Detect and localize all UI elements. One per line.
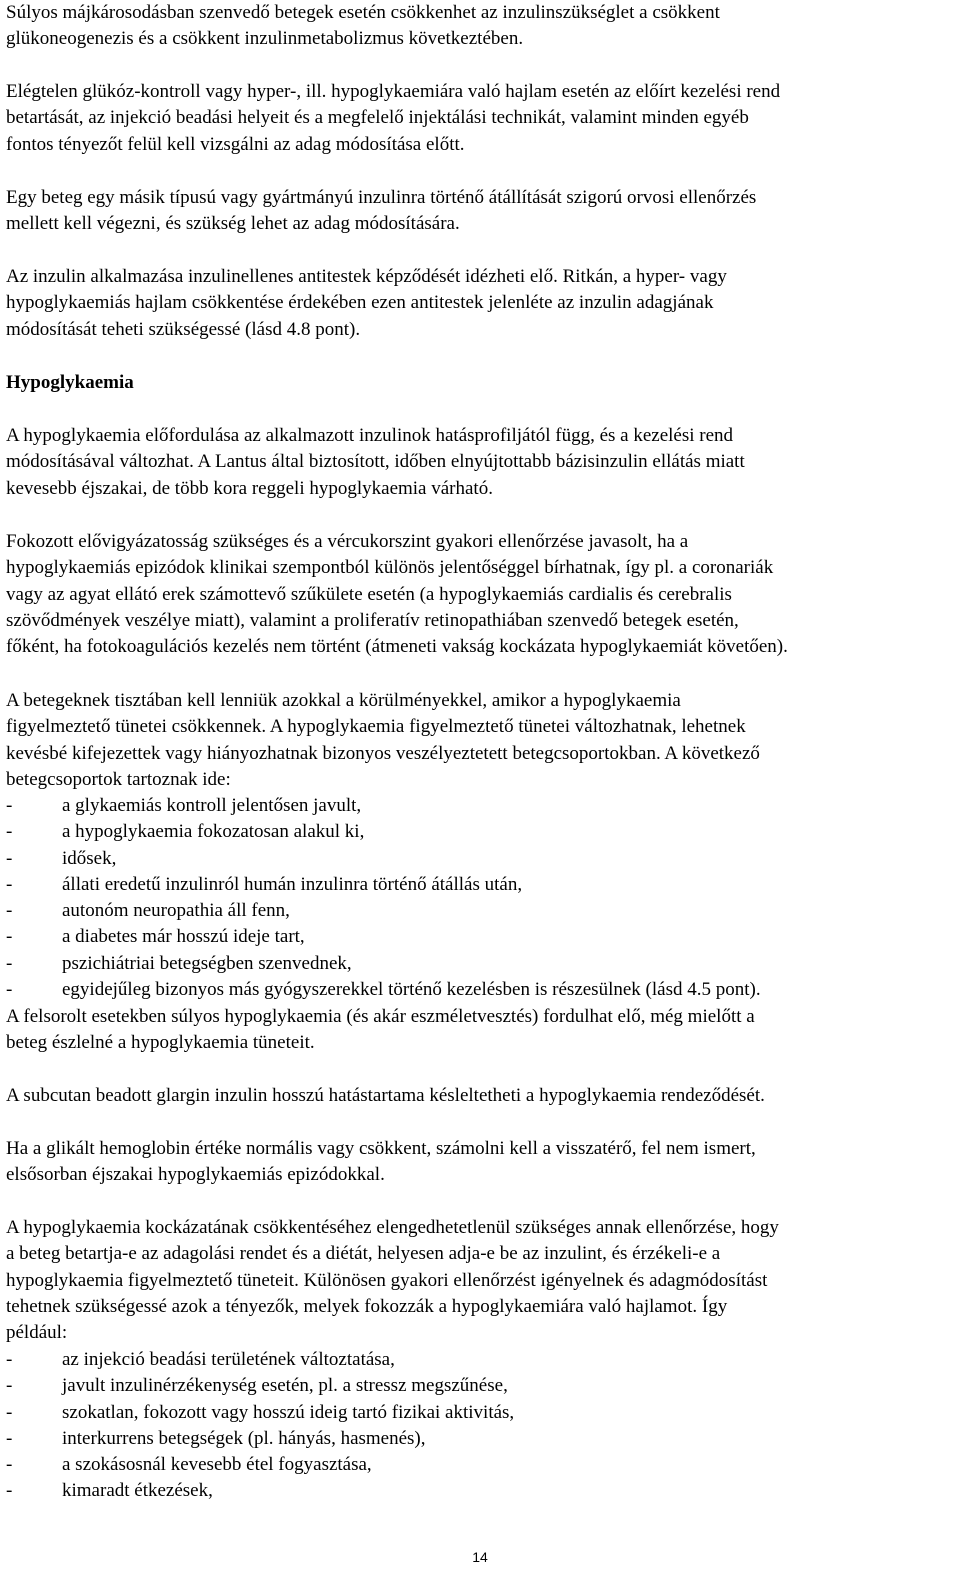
list-item-text: autonóm neuropathia áll fenn,: [62, 900, 290, 922]
paragraph: [6, 688, 760, 793]
text-line: Súlyos májkárosodásban szenvedő betegek esetén csökkenhet az inzulinszükséglet a csökkent: [6, 2, 720, 23]
list-item: [6, 951, 761, 977]
list-marker: -: [6, 847, 13, 869]
list-marker: -: [6, 1427, 13, 1449]
list-item: [6, 1426, 514, 1452]
text-line: Ha a glikált hemoglobin értéke normális vagy csökkent, számolni kell a visszatérő, fel nem ismert,: [6, 1138, 756, 1159]
paragraph: [6, 1004, 755, 1057]
list-item-text: pszichiátriai betegségben szenvednek,: [62, 952, 352, 974]
list-marker: -: [6, 926, 13, 948]
list-marker: -: [6, 821, 13, 843]
text-line: mellett kell végezni, és szükség lehet az adag módosítására.: [6, 213, 460, 235]
list-marker: -: [6, 1401, 13, 1423]
text-line: Fokozott elővigyázatosság szükséges és a vércukorszint gyakori ellenőrzése javasolt, ha a: [6, 531, 689, 552]
list-marker: -: [6, 979, 13, 1001]
page-number: 14: [472, 1549, 488, 1565]
text-line: glükoneogenezis és a csökkent inzulinmetabolizmus következtében.: [6, 28, 524, 50]
list-item: [6, 846, 761, 872]
text-line: Az inzulin alkalmazása inzulinellenes antitestek képződését idézheti elő. Ritkán, a hyper- vagy: [6, 266, 727, 287]
list-item-text: interkurrens betegségek (pl. hányás, hasmenés),: [62, 1427, 426, 1449]
list-item: [6, 1373, 514, 1399]
text-line: vagy az agyat ellátó erek számottevő szűkülete esetén (a hypoglykaemiás cardialis és cerebralis: [6, 583, 732, 605]
text-line: betartását, az injekció beadási helyeit és a megfelelő injektálási technikát, valamint minden egyéb: [6, 107, 749, 129]
paragraph: [6, 423, 745, 502]
text-line: módosítását teheti szükségessé (lásd 4.8 pont).: [6, 318, 361, 340]
text-line: A subcutan beadott glargin inzulin hosszú hatástartama késleltetheti a hypoglykaemia rendeződését.: [6, 1085, 765, 1106]
list-marker: -: [6, 1349, 13, 1370]
paragraph: [6, 1136, 756, 1189]
text-line: Egy beteg egy másik típusú vagy gyártmányú inzulinra történő átállítását szigorú orvosi ellenőrzés: [6, 187, 757, 208]
text-line: betegcsoportok tartoznak ide:: [6, 768, 231, 790]
text-line: a beteg betartja-e az adagolási rendet és a diétát, helyesen adja-e be az inzulint, és érzékeli-e a: [6, 1243, 721, 1265]
bullet-list: [6, 793, 761, 1003]
section-heading: [6, 370, 134, 396]
paragraph: [6, 0, 720, 53]
paragraph: [6, 185, 756, 238]
list-item: [6, 819, 761, 845]
text-line: hypoglykaemia figyelmeztető tüneteit. Különösen gyakori ellenőrzést igényelnek és adagmódosítást: [6, 1269, 768, 1291]
list-item: [6, 898, 761, 924]
list-item-text: javult inzulinérzékenység esetén, pl. a stressz megszűnése,: [62, 1375, 508, 1397]
list-marker: -: [6, 795, 13, 816]
text-line: főként, ha fotokoagulációs kezelés nem történt (átmeneti vakság kockázata hypoglykaemiát követően).: [6, 636, 788, 658]
paragraph: [6, 529, 788, 660]
text-line: A betegeknek tisztában kell lenniük azokkal a körülményekkel, amikor a hypoglykaemia: [6, 690, 681, 711]
paragraph: [6, 79, 780, 158]
text-line: hypoglykaemiás epizódok klinikai szempontból különös jelentőséggel bírhatnak, így pl. a coronariák: [6, 557, 774, 579]
list-item-text: egyidejűleg bizonyos más gyógyszerekkel történő kezelésben is részesülnek (lásd 4.5 pont).: [62, 979, 761, 1001]
list-marker: -: [6, 1454, 13, 1476]
list-marker: -: [6, 1375, 13, 1397]
list-marker: -: [6, 952, 13, 974]
text-line: például:: [6, 1322, 68, 1344]
list-marker: -: [6, 900, 13, 922]
text-line: kevesebb éjszakai, de több kora reggeli hypoglykaemia várható.: [6, 477, 493, 499]
list-item-text: az injekció beadási területének változtatása,: [62, 1349, 395, 1370]
text-line: A felsorolt esetekben súlyos hypoglykaemia (és akár eszméletvesztés) fordulhat elő, még mielőtt a: [6, 1006, 755, 1027]
list-marker: -: [6, 1480, 13, 1502]
text-line: figyelmeztető tünetei csökkennek. A hypoglykaemia figyelmeztető tünetei változhatnak, lehetnek: [6, 716, 746, 738]
text-line: elsősorban éjszakai hypoglykaemiás epizódokkal.: [6, 1164, 385, 1186]
heading-text: Hypoglykaemia: [6, 372, 134, 393]
list-item-text: szokatlan, fokozott vagy hosszú ideig tartó fizikai aktivitás,: [62, 1401, 515, 1423]
text-line: A hypoglykaemia előfordulása az alkalmazott inzulinok hatásprofiljától függ, és a kezelési rend: [6, 425, 734, 446]
list-item: [6, 924, 761, 950]
text-line: hypoglykaemiás hajlam csökkentése érdekében ezen antitestek jelenléte az inzulin adagjának: [6, 292, 714, 314]
text-line: A hypoglykaemia kockázatának csökkentéséhez elengedhetetlenül szükséges annak ellenőrzése, hogy: [6, 1217, 779, 1238]
text-line: Elégtelen glükóz-kontroll vagy hyper-, ill. hypoglykaemiára való hajlam esetén az előírt kezelési rend: [6, 81, 781, 102]
text-line: szövődmények veszélye miatt), valamint a proliferatív retinopathiában szenvedő betegek esetén,: [6, 609, 739, 631]
bullet-list: [6, 1347, 514, 1505]
paragraph: [6, 1215, 779, 1346]
paragraph: [6, 264, 727, 343]
text-line: kevésbé kifejezettek vagy hiányozhatnak bizonyos veszélyeztetett betegcsoportokban. A következő: [6, 742, 760, 764]
text-line: módosításával változhat. A Lantus által biztosított, időben elnyújtottabb bázisinzulin ellátás miatt: [6, 451, 745, 473]
list-item-text: állati eredetű inzulinról humán inzulinra történő átállás után,: [62, 873, 523, 895]
list-item-text: a glykaemiás kontroll jelentősen javult,: [62, 795, 362, 816]
list-item: [6, 1347, 514, 1373]
list-item-text: idősek,: [62, 847, 117, 869]
list-item-text: a hypoglykaemia fokozatosan alakul ki,: [62, 821, 365, 843]
list-item: [6, 793, 761, 819]
text-line: tehetnek szükségessé azok a tényezők, melyek fokozzák a hypoglykaemiára való hajlamot. Így: [6, 1295, 728, 1317]
list-item-text: kimaradt étkezések,: [62, 1480, 213, 1502]
list-item: [6, 1452, 514, 1478]
list-item: [6, 1478, 514, 1504]
list-item: [6, 977, 761, 1003]
list-item: [6, 872, 761, 898]
paragraph: [6, 1083, 765, 1109]
list-item-text: a diabetes már hosszú ideje tart,: [62, 926, 305, 948]
list-item: [6, 1400, 514, 1426]
text-line: beteg észlelné a hypoglykaemia tüneteit.: [6, 1032, 315, 1054]
text-line: fontos tényezőt felül kell vizsgálni az adag módosítása előtt.: [6, 133, 465, 155]
list-marker: -: [6, 873, 13, 895]
list-item-text: a szokásosnál kevesebb étel fogyasztása,: [62, 1454, 372, 1476]
